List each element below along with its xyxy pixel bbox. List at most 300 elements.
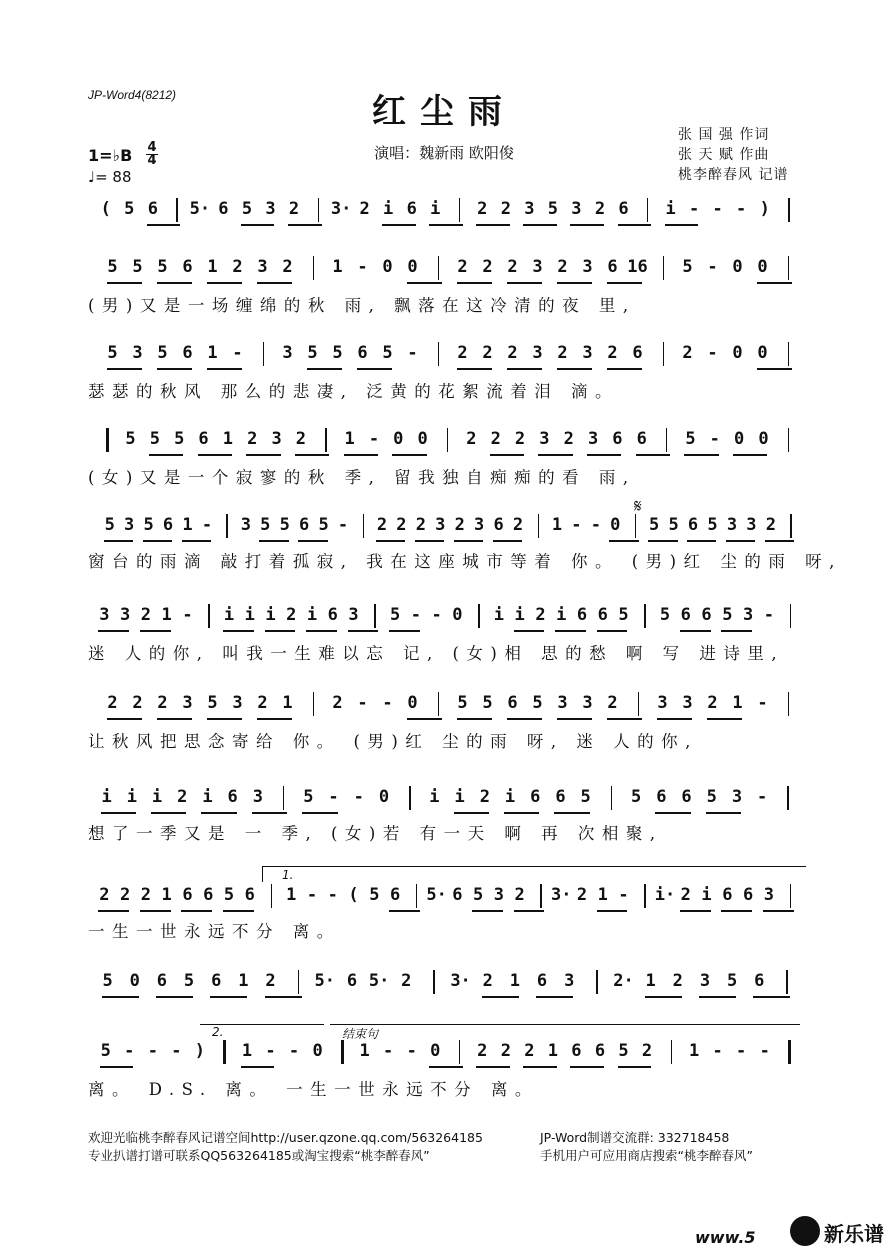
beam-underline (536, 996, 573, 998)
key-signature: 1=♭B (88, 146, 133, 165)
notation-row-2 (88, 256, 808, 286)
note-text: 5 (183, 971, 195, 991)
note-text: i (429, 787, 440, 807)
note-text: 6 (244, 885, 255, 905)
beam-underline (457, 368, 492, 370)
beam-underline (223, 910, 254, 912)
note-text: 2 (288, 199, 300, 219)
beam-underline (98, 910, 129, 912)
beam-underline (476, 224, 510, 226)
barline (540, 884, 541, 908)
beam-underline (207, 368, 242, 370)
beam-underline (557, 718, 592, 720)
beam-underline (636, 454, 670, 456)
beam-underline (607, 718, 642, 720)
note-text: 5 (104, 515, 115, 535)
beam-underline (392, 454, 426, 456)
beam-underline (645, 996, 682, 998)
note-text: - (590, 515, 601, 535)
beam-underline (265, 630, 296, 632)
note-text: 3 (257, 257, 268, 277)
lyricist-credit: 张 国 强 作词 (678, 127, 770, 143)
volta-1-line (262, 866, 806, 867)
note-text: - (357, 257, 368, 277)
note-text: 1 (597, 885, 608, 905)
barline (313, 256, 314, 280)
barline (313, 692, 314, 716)
note-text: 3 (132, 343, 143, 363)
note-text: - (182, 605, 193, 625)
note-text: 1 (547, 1041, 559, 1061)
beam-underline (100, 1066, 134, 1068)
beam-underline (507, 718, 542, 720)
watermark-url: www.5 (695, 1228, 756, 1247)
note-text: 3 (726, 515, 738, 535)
note-text: 5 (389, 605, 401, 625)
notation-row-5 (88, 514, 808, 544)
note-text: 2 (396, 515, 407, 535)
beam-underline (557, 282, 592, 284)
note-text: 1 (732, 693, 743, 713)
note-text: 2 (682, 343, 693, 363)
note-text: - (571, 515, 582, 535)
beam-underline (429, 224, 463, 226)
lyrics-row-6: 迷 人的你, 叫我一生难以忘 记, (女)相 思的愁 啊 写 进诗里, (88, 644, 785, 663)
note-text: 6 (742, 885, 754, 905)
beam-underline (298, 540, 327, 542)
note-text: 1 (182, 515, 193, 535)
note-text: - (707, 343, 718, 363)
note-text: 16 (627, 257, 648, 277)
note-text: 5 (382, 343, 393, 363)
note-text: 6 (147, 199, 158, 219)
barline (438, 256, 439, 280)
note-text: i (244, 605, 255, 625)
note-text: 6 (571, 1041, 582, 1061)
barline (788, 342, 789, 366)
note-text: 5 (532, 693, 543, 713)
barline (786, 970, 787, 994)
note-text: - (736, 199, 747, 219)
ending-line (330, 1024, 800, 1025)
beam-underline (706, 812, 741, 814)
barline (363, 514, 364, 538)
note-text: 5 (124, 199, 135, 219)
note-text: 5 (649, 515, 660, 535)
note-text: 2 (457, 257, 468, 277)
note-text: 5 (303, 787, 314, 807)
note-text: i (202, 787, 213, 807)
note-text: - (757, 693, 768, 713)
note-text: 3 (587, 429, 599, 449)
note-text: 3 (564, 971, 575, 991)
note-text: 2 (680, 885, 691, 905)
note-text: 3 (699, 971, 711, 991)
note-text: 3 (120, 605, 131, 625)
beam-underline (687, 540, 716, 542)
note-text: 2 (477, 1041, 488, 1061)
note-text: 2 (454, 515, 465, 535)
beam-underline (707, 718, 742, 720)
tempo-marking: ♩= 88 (88, 168, 132, 186)
note-text: 2 (514, 429, 526, 449)
note-text: 2 (177, 787, 188, 807)
note-text: 6 (530, 787, 541, 807)
barline (283, 786, 284, 810)
beam-underline (98, 630, 129, 632)
ending-label: 结束句 (342, 1027, 379, 1041)
note-text: 2 (563, 429, 574, 449)
note-text: 3 (571, 199, 582, 219)
note-text: 6 (687, 515, 699, 535)
note-text: 5· (426, 885, 447, 905)
note-text: 2 (707, 693, 718, 713)
note-text: 5 (547, 199, 559, 219)
footer-line2-right: 手机用户可应用商店搜索“桃李醉春风” (540, 1148, 753, 1163)
note-text: 6 (680, 605, 691, 625)
beam-underline (655, 812, 690, 814)
beam-underline (241, 1066, 275, 1068)
note-text: i (430, 199, 441, 219)
note-text: 1 (161, 605, 172, 625)
beam-underline (538, 454, 572, 456)
volta-1-edge (262, 866, 263, 882)
note-text: 2 (99, 885, 110, 905)
beam-underline (490, 454, 524, 456)
note-text: 6 (618, 199, 629, 219)
beam-underline (415, 540, 444, 542)
note-text: 6 (681, 787, 692, 807)
note-text: 3 (763, 885, 774, 905)
beam-underline (514, 910, 545, 912)
time-sig-bottom: 4 (147, 153, 157, 168)
note-text: 6 (406, 199, 417, 219)
note-text: i (101, 787, 112, 807)
note-text: 3 (265, 199, 276, 219)
beam-underline (288, 224, 322, 226)
note-text: 3 (435, 515, 446, 535)
beam-underline (182, 540, 211, 542)
note-text: - (337, 515, 349, 535)
singer-credit: 演唱：魏新雨 欧阳俊 (374, 144, 514, 162)
beam-underline (482, 996, 519, 998)
beam-underline (241, 224, 275, 226)
note-text: 5 (473, 885, 484, 905)
beam-underline (454, 540, 483, 542)
note-text: 5 (618, 1041, 629, 1061)
beam-underline (151, 812, 186, 814)
note-text: 2 (482, 343, 493, 363)
beam-underline (657, 718, 692, 720)
beam-underline (306, 630, 337, 632)
note-text: 5 (706, 787, 717, 807)
note-text: 0 (382, 257, 393, 277)
beam-underline (307, 368, 342, 370)
beam-underline (344, 454, 378, 456)
note-text: 5· (314, 971, 336, 991)
note-text: 6 (156, 971, 167, 991)
note-text: - (306, 885, 318, 905)
note-text: i (454, 787, 465, 807)
beam-underline (457, 282, 492, 284)
note-text: 6 (576, 605, 588, 625)
barline (409, 786, 410, 810)
beam-underline (389, 910, 420, 912)
note-text: 2 (157, 693, 168, 713)
note-text: 3· (550, 885, 572, 905)
note-text: 2 (477, 199, 488, 219)
beam-underline (699, 996, 736, 998)
beam-underline (607, 282, 642, 284)
note-text: 5 (685, 429, 696, 449)
note-text: 6 (507, 693, 518, 713)
note-text: 5 (125, 429, 136, 449)
barline (663, 256, 664, 280)
barline (447, 428, 448, 452)
beam-underline (454, 812, 489, 814)
note-text: 6 (594, 1041, 606, 1061)
lyrics-row-2: (男)又是一场缠绵的秋 雨, 飘落在这冷清的夜 里, (88, 296, 636, 315)
note-text: - (265, 1041, 276, 1061)
note-text: 2 (247, 429, 258, 449)
barline (596, 970, 597, 994)
note-text: 2 (120, 885, 131, 905)
note-text: 5 (332, 343, 343, 363)
note-text: 2 (257, 693, 268, 713)
beam-underline (348, 630, 379, 632)
note-text: 5 (143, 515, 154, 535)
note-text: 5· (189, 199, 211, 219)
note-text: 3 (532, 343, 543, 363)
beam-underline (107, 368, 142, 370)
note-text: 5 (682, 257, 693, 277)
note-text: 0 (452, 605, 463, 625)
beam-underline (407, 282, 442, 284)
note-text: 5 (318, 515, 329, 535)
note-text: 2 (415, 515, 426, 535)
note-text: 3 (582, 343, 593, 363)
beam-underline (140, 630, 171, 632)
note-text: 3 (746, 515, 757, 535)
note-text: 0 (417, 429, 428, 449)
note-text: 2 (457, 343, 468, 363)
note-text: 3 (182, 693, 193, 713)
beam-underline (457, 718, 492, 720)
beam-underline (259, 540, 288, 542)
note-text: 2 (140, 605, 152, 625)
note-text: 2 (132, 693, 143, 713)
volta-2-label: 2. (212, 1025, 224, 1039)
note-text: i (701, 885, 712, 905)
beam-underline (246, 454, 280, 456)
lyrics-row-7: 让秋风把思念寄给 你。 (男)红 尘的雨 呀, 迷 人的你, (88, 732, 698, 751)
note-text: 2 (482, 257, 493, 277)
note-text: - (357, 693, 368, 713)
note-text: 2· (613, 971, 634, 991)
note-text: 6 (218, 199, 229, 219)
barline (790, 884, 791, 908)
note-text: 6 (452, 885, 463, 905)
barline (325, 428, 326, 452)
note-text: - (410, 605, 421, 625)
note-text: 1 (359, 1041, 370, 1061)
beam-underline (757, 282, 792, 284)
note-text: - (288, 1041, 300, 1061)
note-text: - (709, 429, 720, 449)
note-text: 6 (327, 605, 338, 625)
note-text: 0 (430, 1041, 441, 1061)
note-text: 2 (500, 199, 511, 219)
note-text: 2 (376, 515, 388, 535)
beam-underline (493, 540, 522, 542)
barline (788, 1040, 791, 1064)
barline (666, 428, 667, 452)
beam-underline (207, 282, 242, 284)
note-text: 2 (512, 515, 524, 535)
barline (671, 1040, 672, 1064)
note-text: i (126, 787, 137, 807)
note-text: - (232, 343, 243, 363)
note-text: - (736, 1041, 747, 1061)
note-text: 6 (182, 257, 193, 277)
note-text: 0 (393, 429, 404, 449)
barline (788, 198, 789, 222)
note-text: 0 (757, 343, 768, 363)
note-text: ( (348, 885, 359, 905)
barline (478, 604, 479, 628)
song-title: 红尘雨 (372, 92, 516, 132)
beam-underline (507, 368, 542, 370)
beam-underline (376, 540, 405, 542)
beam-underline (597, 630, 628, 632)
barline (638, 692, 639, 716)
beam-underline (156, 996, 193, 998)
barline (787, 786, 788, 810)
barline (176, 198, 177, 222)
note-text: 3 (682, 693, 693, 713)
beam-underline (107, 718, 142, 720)
note-text: 6 (182, 885, 193, 905)
note-text: 0 (732, 343, 743, 363)
note-text: 3 (582, 693, 593, 713)
beam-underline (680, 910, 711, 912)
note-text: 6 (636, 429, 647, 449)
note-text: 0 (757, 257, 768, 277)
note-text: 2 (557, 343, 568, 363)
note-text: i (514, 605, 525, 625)
note-text: 2 (107, 693, 118, 713)
beam-underline (382, 224, 416, 226)
note-text: 6 (612, 429, 623, 449)
beam-underline (157, 282, 192, 284)
beam-underline (597, 910, 628, 912)
notation-row-4 (88, 428, 808, 458)
barline (438, 692, 439, 716)
note-text: 1 (286, 885, 297, 905)
notation-row-6 (88, 604, 808, 634)
beam-underline (733, 454, 767, 456)
note-text: 5 (102, 971, 113, 991)
note-text: 5 (580, 787, 591, 807)
brand-logo (790, 1212, 888, 1252)
notation-row-1 (88, 198, 808, 228)
beam-underline (210, 996, 247, 998)
note-text: 5 (307, 343, 318, 363)
note-text: i (265, 605, 276, 625)
note-text: - (328, 787, 339, 807)
note-text: - (757, 787, 768, 807)
barline (790, 604, 791, 628)
note-text: 3 (124, 515, 135, 535)
note-text: 6 (701, 605, 712, 625)
barline (611, 786, 612, 810)
note-text: 5 (223, 885, 235, 905)
note-text: 2 (507, 343, 518, 363)
barline (647, 198, 648, 222)
brand-name: 新乐谱 (824, 1222, 884, 1246)
note-text: 5 (482, 693, 493, 713)
note-text: 5 (260, 515, 271, 535)
note-text: 1 (222, 429, 234, 449)
note-text: - (712, 199, 723, 219)
barline (416, 884, 417, 908)
note-text: 3 (271, 429, 282, 449)
note-text: 1 (344, 429, 355, 449)
note-text: 2 (672, 971, 683, 991)
note-text: - (618, 885, 629, 905)
beam-underline (555, 630, 586, 632)
time-sig-top: 4 (147, 140, 157, 155)
transcriber-credit: 桃李醉春风 记谱 (678, 167, 789, 183)
note-text: - (147, 1041, 158, 1061)
barline (106, 428, 109, 452)
note-text: 3 (232, 693, 243, 713)
note-text: 3 (493, 885, 505, 905)
note-text: 1 (332, 257, 343, 277)
note-text: 5 (241, 199, 253, 219)
note-text: 6 (754, 971, 765, 991)
note-text: 6 (211, 971, 222, 991)
note-text: 3 (557, 693, 568, 713)
barline (271, 884, 272, 908)
barline (226, 514, 227, 538)
note-text: ) (759, 199, 770, 219)
note-text: 1 (688, 1041, 700, 1061)
note-text: - (327, 885, 338, 905)
time-signature (146, 142, 158, 167)
note-text: 5 (659, 605, 671, 625)
note-text: 1 (238, 971, 249, 991)
barline (644, 604, 645, 628)
note-text: i (493, 605, 505, 625)
note-text: 3· (450, 971, 471, 991)
note-text: 2 (232, 257, 243, 277)
note-text: 2 (594, 199, 606, 219)
note-text: - (431, 605, 442, 625)
beam-underline (587, 454, 621, 456)
beam-underline (295, 454, 329, 456)
beam-underline (753, 996, 790, 998)
lyrics-row-4: (女)又是一个寂寥的秋 季, 留我独自痴痴的看 雨, (88, 468, 636, 487)
note-text: 5 (369, 885, 380, 905)
note-text: 1 (509, 971, 520, 991)
barline (374, 604, 375, 628)
barline (438, 342, 439, 366)
barline (790, 514, 791, 538)
lyrics-row-8: 想了一季又是 一 季, (女)若 有一天 啊 再 次相聚, (88, 824, 663, 843)
note-text: 5 (722, 605, 733, 625)
note-text: 2 (466, 429, 477, 449)
